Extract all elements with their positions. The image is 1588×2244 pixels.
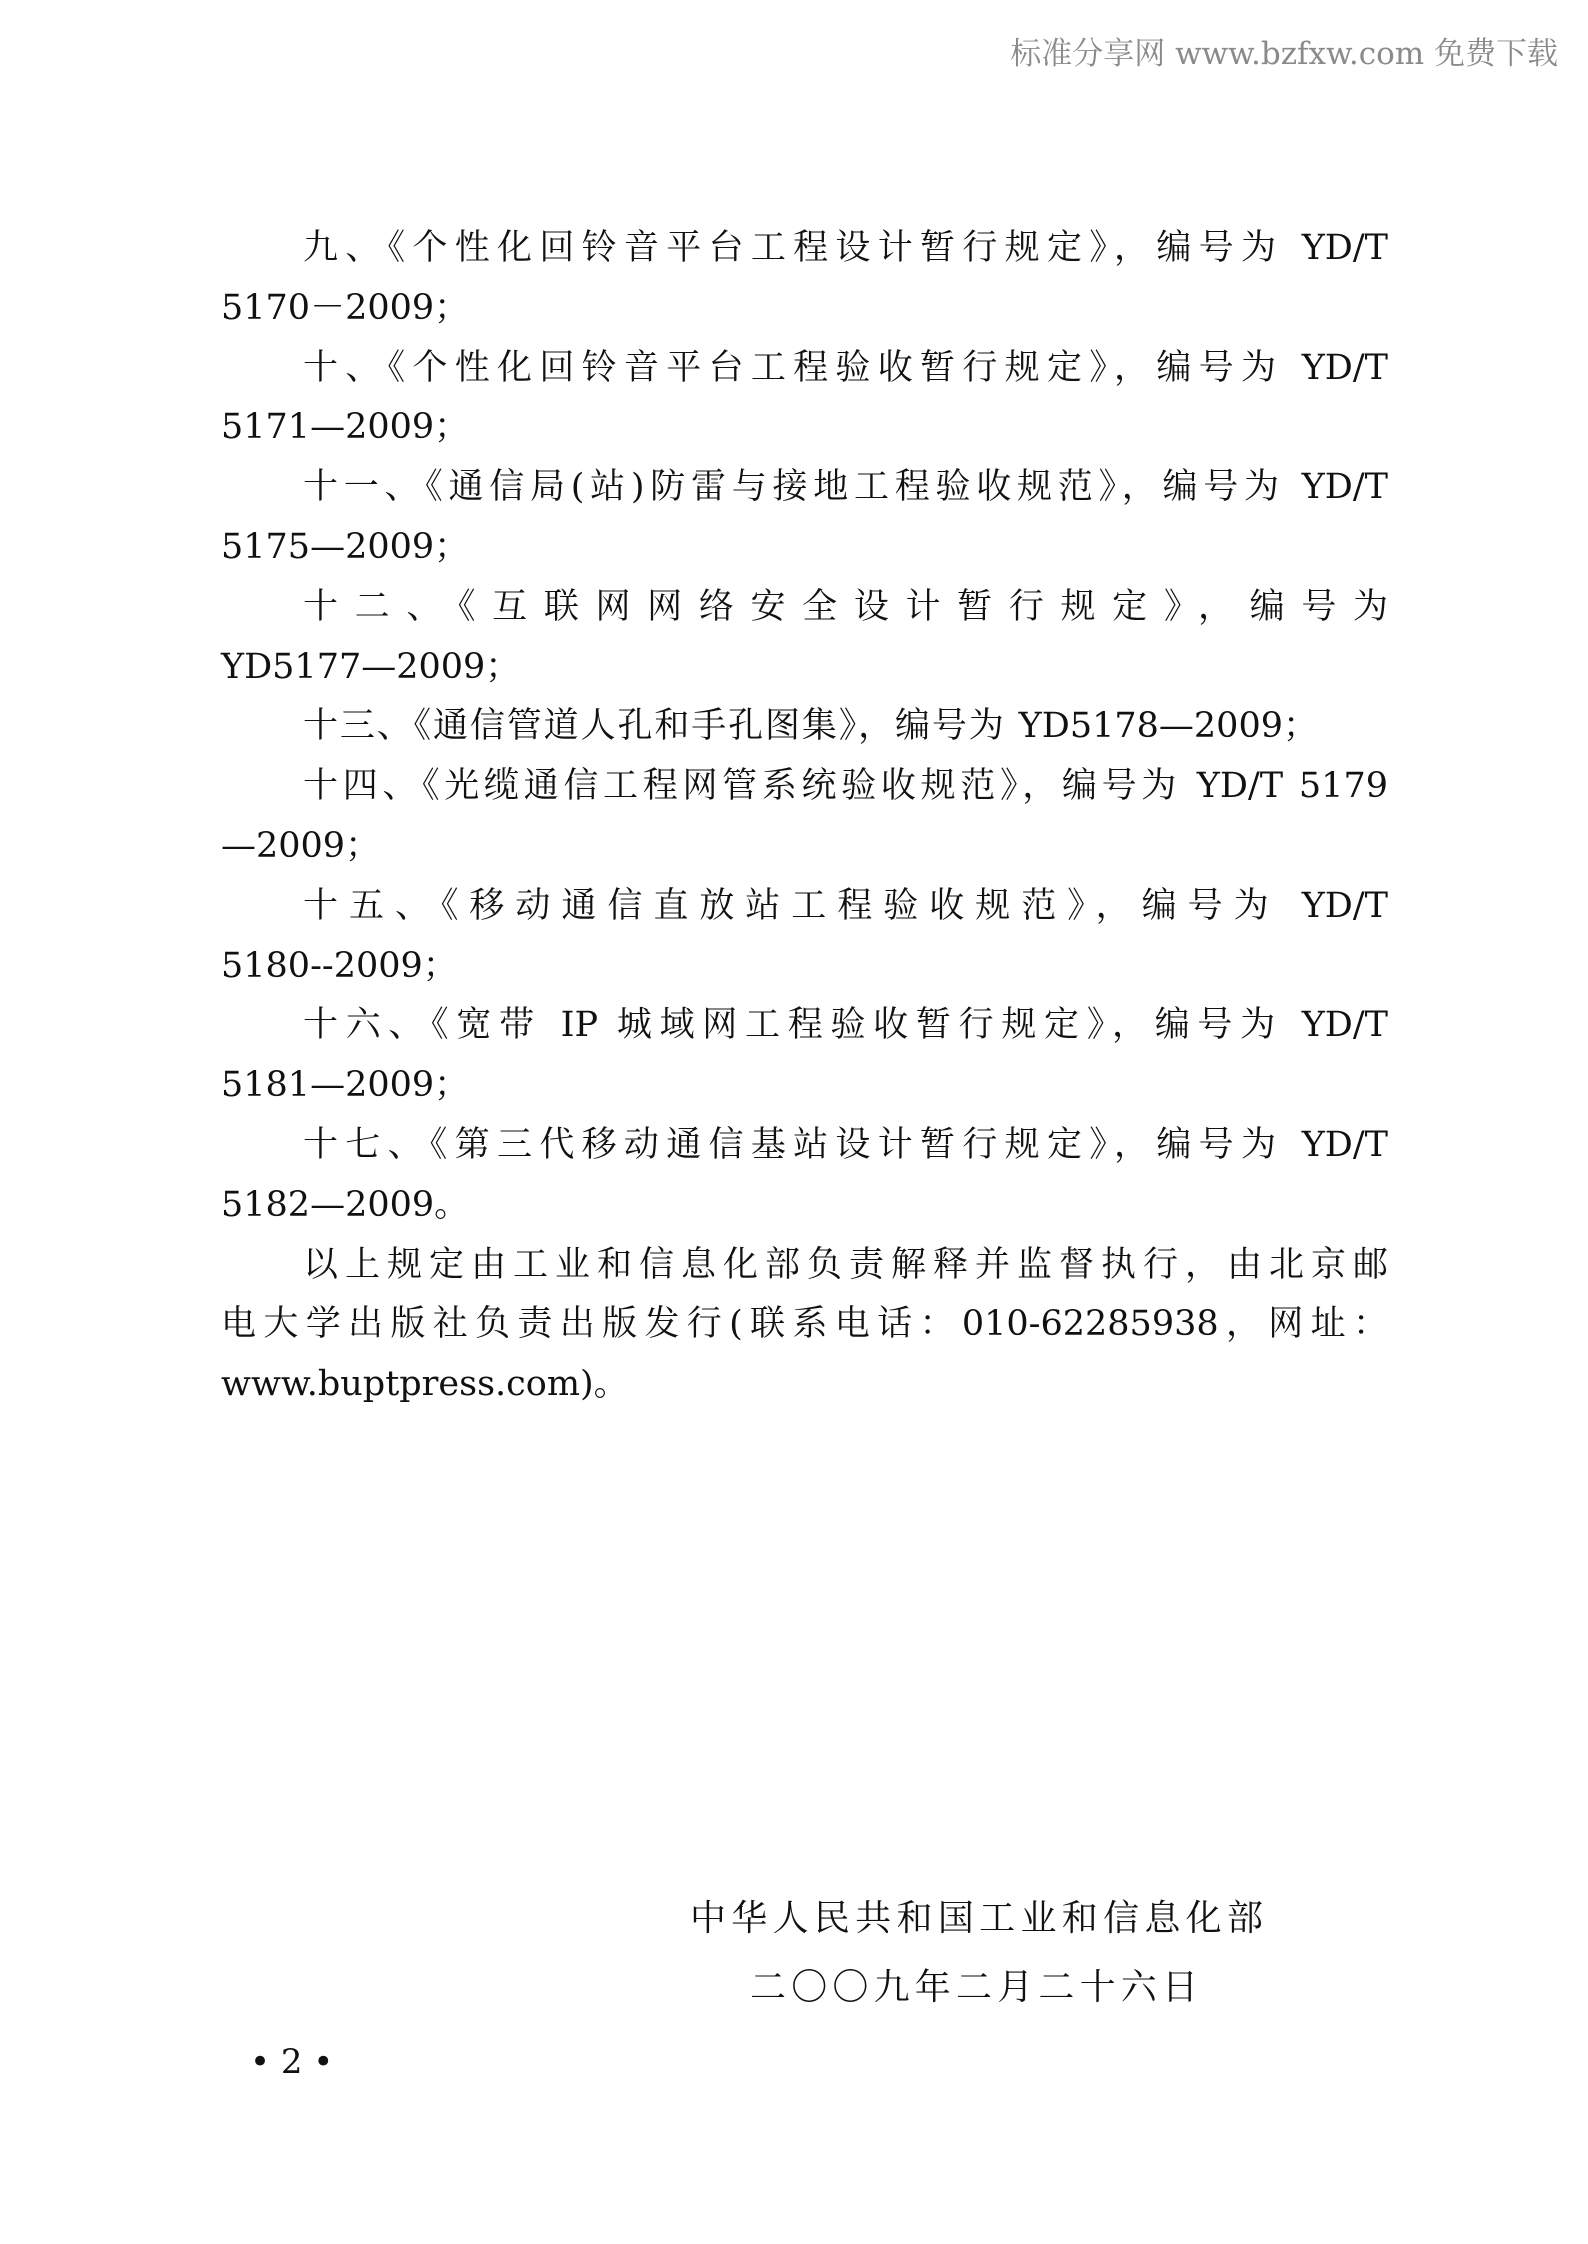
item-10-line-1: 十、《个性化回铃音平台工程验收暂行规定》，编号为 YD/T — [303, 348, 1388, 388]
item-12-line-1: 十二、《互联网网络安全设计暂行规定》，编号为 — [303, 587, 1388, 627]
item-9-line-2: 5170－2009； — [221, 288, 470, 328]
page-number: • 2 • — [250, 2042, 334, 2082]
item-11-line-2: 5175—2009； — [221, 527, 470, 567]
item-11-line-1: 十一、《通信局(站)防雷与接地工程验收规范》，编号为 YD/T — [303, 467, 1388, 507]
item-14-line-1: 十四、《光缆通信工程网管系统验收规范》，编号为 YD/T 5179 — [303, 766, 1388, 806]
item-16-line-2: 5181—2009； — [221, 1065, 470, 1105]
item-14-line-2: —2009； — [221, 826, 381, 866]
item-17-line-2: 5182—2009。 — [221, 1185, 470, 1225]
item-17-line-1: 十七、《第三代移动通信基站设计暂行规定》，编号为 YD/T — [303, 1125, 1388, 1165]
item-16-line-1: 十六、《宽带 IP 城域网工程验收暂行规定》，编号为 YD/T — [303, 1005, 1388, 1045]
issue-date: 二〇〇九年二月二十六日 — [750, 1967, 1198, 2008]
item-15-line-2: 5180--2009； — [221, 946, 458, 986]
item-15-line-1: 十五、《移动通信直放站工程验收规范》，编号为 YD/T — [303, 886, 1388, 926]
item-10-line-2: 5171—2009； — [221, 407, 470, 447]
item-9-line-1: 九、《个性化回铃音平台工程设计暂行规定》，编号为 YD/T — [303, 228, 1388, 268]
item-12-line-2: YD5177—2009； — [221, 647, 521, 687]
closing-line-3: www.buptpress.com)。 — [221, 1364, 629, 1404]
issuer-signature: 中华人民共和国工业和信息化部 — [690, 1898, 1263, 1939]
watermark-header: 标准分享网 www.bzfxw.com 免费下载 — [1010, 36, 1558, 72]
closing-line-2: 电大学出版社负责出版发行(联系电话：010-62285938，网址： — [221, 1304, 1388, 1344]
closing-line-1: 以上规定由工业和信息化部负责解释并监督执行，由北京邮 — [303, 1245, 1388, 1285]
item-13-line-1: 十三、《通信管道人孔和手孔图集》，编号为 YD5178—2009； — [303, 706, 1318, 746]
